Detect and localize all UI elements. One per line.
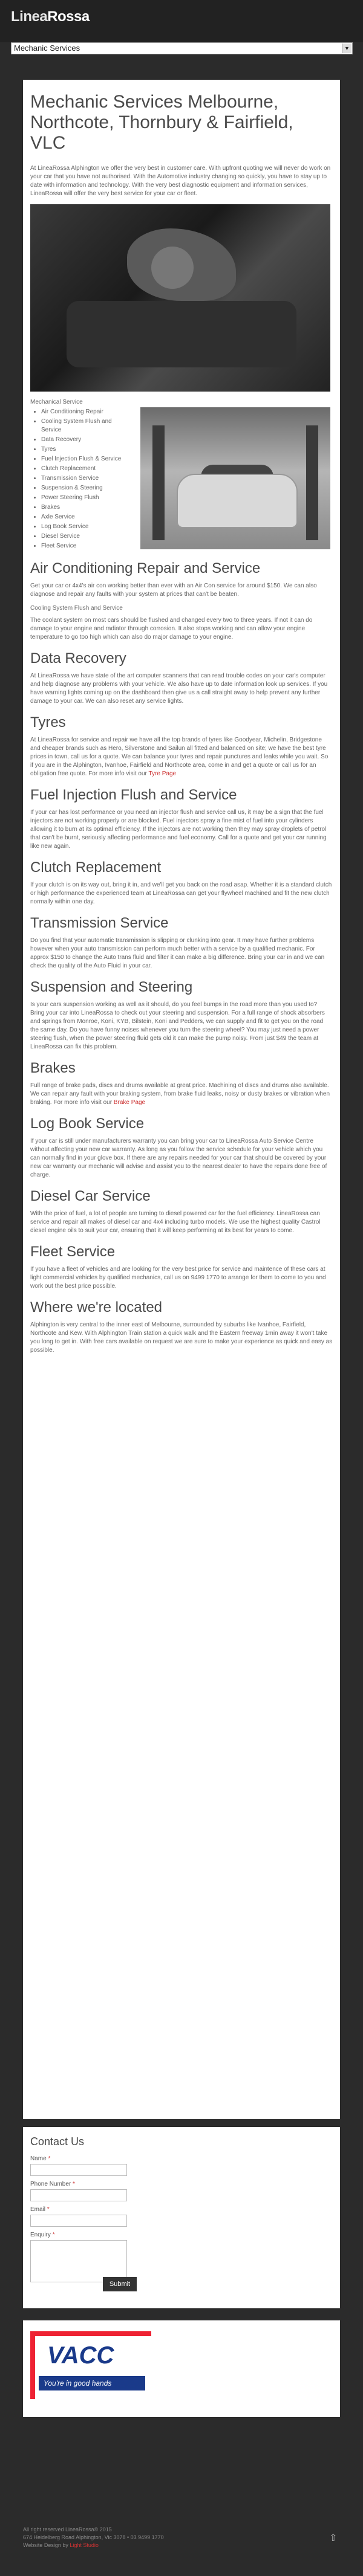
credit-prefix: Website Design by xyxy=(23,2542,68,2548)
section-title: Fuel Injection Flush and Service xyxy=(30,787,237,803)
section-title: Data Recovery xyxy=(30,650,126,667)
nav-dropdown[interactable] xyxy=(11,42,353,54)
section-body: If your clutch is on its way out, bring it in, and we'll get you back on the road asap. Whether it is a standard clutch or high performance the experienced team at LineaRossa can get your flywheel machined and fit the new clutch normally within one day. xyxy=(30,882,332,905)
enquiry-field[interactable] xyxy=(30,2240,127,2282)
phone-label xyxy=(30,2181,333,2187)
service-item[interactable]: • Fuel Injection Flush & Service xyxy=(41,455,133,463)
service-item[interactable]: • Axle Service xyxy=(41,513,133,521)
section-title: Transmission Service xyxy=(30,915,169,931)
section-body-text: Full range of brake pads, discs and drums available at great price. Machining of discs and drums also available. We can repair any fault with your braking system, from brake fluid leaks, noisy or dusty brakes or vibration when braking. For more info visit our xyxy=(30,1082,330,1106)
vacc-logo[interactable] xyxy=(30,2331,151,2399)
contact-title: Contact Us xyxy=(30,2135,85,2148)
designer-link[interactable]: Light Studio xyxy=(70,2542,99,2548)
nav-selected-value: Mechanic Services xyxy=(14,44,80,53)
section-title: Tyres xyxy=(30,714,66,731)
section-title: Log Book Service xyxy=(30,1115,145,1132)
section-title: Fleet Service xyxy=(30,1244,116,1260)
name-label-text: Name xyxy=(30,2155,47,2162)
section-title: Suspension and Steering xyxy=(30,979,193,995)
section-title: Clutch Replacement xyxy=(30,859,162,876)
contact-form xyxy=(23,2127,340,2308)
services-list xyxy=(30,399,133,552)
enquiry-label-text: Enquiry xyxy=(30,2232,51,2238)
vacc-logo-text: VACC xyxy=(47,2342,114,2369)
required-mark: * xyxy=(73,2181,75,2187)
section-title: Where we're located xyxy=(30,1299,163,1315)
service-item[interactable]: • Power Steering Flush xyxy=(41,494,133,502)
name-label xyxy=(30,2155,333,2162)
submit-button[interactable]: Submit xyxy=(103,2277,137,2291)
intro-text: At LineaRossa Alphington we offer the very best in customer care. With upfront quoting we will never do work on your car that you have not authorised. With the Automotive industry changing so quickly, you have to stay up to date with information and technology. With the very best diagnostic equipment and information services, LineaRossa will offer the very best service for your car or fleet. xyxy=(30,165,331,197)
services-label: Mechanical Service xyxy=(30,399,83,405)
main-content xyxy=(23,80,340,2119)
section-title: Diesel Car Service xyxy=(30,1188,151,1204)
logo-text-part2: Rossa xyxy=(47,8,90,25)
section-body: At LineaRossa we have state of the art computer scanners that can read trouble codes on your car's computer and help diagnose any problems with your vehicle. We also have up to date information look up services. If you have warning lights coming up on the dashboard then give us a call straight away to help prevent any further damage to your car. We can also reset any service lights. xyxy=(30,673,328,705)
section-body: The coolant system on most cars should be flushed and changed every two to three years. If not it can do damage to your engine and radiator through corrosion. It also stops working and can allow your engine temperature to go too high which can also do major damage to your engine. xyxy=(30,617,313,641)
section-subheading: Cooling System Flush and Service xyxy=(30,605,123,612)
vacc-tagline: You're in good hands xyxy=(39,2376,145,2390)
section-body: Is your cars suspension working as well as it should, do you feel bumps in the road more than you used to? Bring your car into LineaRossa to check out your steering and suspension. For a full range of shock absorbers and springs from Monroe, Koni, KYB, Bilstein, Koni and Pedders, we can supply and fit to get you on the road the same day. Do you have funny noises whenever you turn the steering wheel? You may just need a power steering flush, when the power steering fluid gets old it can make the pump noisy. From just $49 the team at LineaRossa can fix this problem. xyxy=(30,1001,325,1050)
email-field[interactable] xyxy=(30,2215,127,2227)
site-footer xyxy=(0,2478,363,2576)
chevron-down-icon: ▼ xyxy=(342,44,352,53)
required-mark: * xyxy=(48,2155,51,2162)
email-label xyxy=(30,2206,333,2213)
section-body: If your car is still under manufacturers warranty you can bring your car to LineaRossa Auto Service Centre without affecting your new car warranty. As long as you follow the service schedule for your vehicle which you can normally find in your glove box. If there are any repairs needed for your car that should be covered by your new car warranty our mechanic will advise and assist you to the nearest dealer to have the repairs done free of charge. xyxy=(30,1138,327,1178)
phone-label-text: Phone Number xyxy=(30,2181,71,2187)
section-body: If your car has lost performance or you need an injector flush and service call us, it may be a sign that the fuel injectors are not working properly or are blocked. Fuel injectors spray a fine mist of fuel into your cylinders allowing it to burn at its optimal efficiency. If the injectors are not working then they may spray droplets of petrol that can't be burnt, seriously affecting performance and fuel economy. Call for a quote and get your car running like new again. xyxy=(30,809,327,850)
service-item[interactable]: • Suspension & Steering xyxy=(41,484,133,492)
section-title: Brakes xyxy=(30,1060,76,1076)
arrow-up-icon[interactable]: ⇧ xyxy=(329,2533,338,2543)
site-header xyxy=(0,0,363,42)
phone-field[interactable] xyxy=(30,2189,127,2201)
service-item[interactable]: • Clutch Replacement xyxy=(41,465,133,473)
copyright-text: All right reserved LineaRossa© 2015 xyxy=(23,2526,112,2532)
service-item[interactable]: • Fleet Service xyxy=(41,542,133,550)
vacc-banner xyxy=(23,2320,340,2417)
section-body-text: At LineaRossa for service and repair we have all the top brands of tyres like Goodyear, Michelin, Bridgestone and cheaper brands such as Hero, Silverstone and Sailun all fitted and balanced on site; we have the best tyre prices in town, call us for a quote. We can balance your tyres and repair punctures and leaks while you wait. So if you are in the Alphington, Ivanhoe, Fairfield and Northcote area, come in and get a quote or call us for an obligation free quote. For more info visit our xyxy=(30,737,329,777)
service-item[interactable]: • Tyres xyxy=(41,445,133,454)
email-label-text: Email xyxy=(30,2206,46,2213)
services-row xyxy=(30,399,333,552)
page-title: Mechanic Services Melbourne, Northcote, Thornbury & Fairfield, VLC xyxy=(30,92,293,153)
logo-text-part1: Linea xyxy=(11,8,48,25)
enquiry-label xyxy=(30,2232,333,2238)
service-item[interactable]: • Log Book Service xyxy=(41,523,133,531)
section-body xyxy=(30,1082,333,1107)
required-mark: * xyxy=(52,2232,55,2238)
section-body: Do you find that your automatic transmission is slipping or clunking into gear. It may have further problems however when your auto transmission can perform much better with a service by a qualified mechanic. For approx $150 to change the Auto trans fluid and filter it can make a big difference. Bring your car in and we can check the quality of the Auto Fluid in your car. xyxy=(30,937,325,969)
address-text: 674 Heidelberg Road Alphington, Vic 3078 • 03 9499 1770 xyxy=(23,2534,164,2540)
brake-page-link[interactable]: Brake Page xyxy=(113,1099,146,1106)
section-body xyxy=(30,736,333,778)
section-body: If you have a fleet of vehicles and are looking for the very best price for service and maintence of these cars at light commercial vehicles by qualified mechanics, call us on 9499 1770 to arrange for them to come to you and work out the best price possible. xyxy=(30,1266,326,1290)
section-body: Get your car or 4x4's air con working better than ever with an Air Con service for around $150. We can also diagnose and repair any faults with your system at prices that can't be beaten. xyxy=(30,583,317,598)
service-item[interactable]: • Diesel Service xyxy=(41,532,133,541)
section-title: Air Conditioning Repair and Service xyxy=(30,560,261,576)
service-item[interactable]: • Data Recovery xyxy=(41,436,133,444)
service-item[interactable]: • Air Conditioning Repair xyxy=(41,408,133,416)
service-item[interactable]: • Transmission Service xyxy=(41,474,133,483)
required-mark: * xyxy=(47,2206,50,2213)
section-body: With the price of fuel, a lot of people are turning to diesel powered car for the fuel efficiency. LineaRossa can service and repair all makes of diesel car and 4x4 including turbo models. We use the highest quality Castrol diesel engine oils to suit your car, ensuring that it will keep performing at its best for years to come. xyxy=(30,1210,321,1234)
credit-text xyxy=(23,2542,340,2549)
site-logo[interactable] xyxy=(11,8,90,25)
engine-photo xyxy=(30,204,330,392)
section-body: Alphington is very central to the inner east of Melbourne, surrounded by suburbs like Ivanhoe, Fairfield, Northcote and Kew. With Alphington Train station a quick walk and the Eastern freeway 1min away it won't take you long to get in. With free cars available on request we are sure to make your experience as quick and easy as possible. xyxy=(30,1322,333,1354)
car-photo xyxy=(140,407,330,549)
name-field[interactable] xyxy=(30,2164,127,2176)
service-item[interactable]: • Cooling System Flush and Service xyxy=(41,418,133,434)
tyre-page-link[interactable]: Tyre Page xyxy=(148,770,177,777)
service-item[interactable]: • Brakes xyxy=(41,503,133,512)
